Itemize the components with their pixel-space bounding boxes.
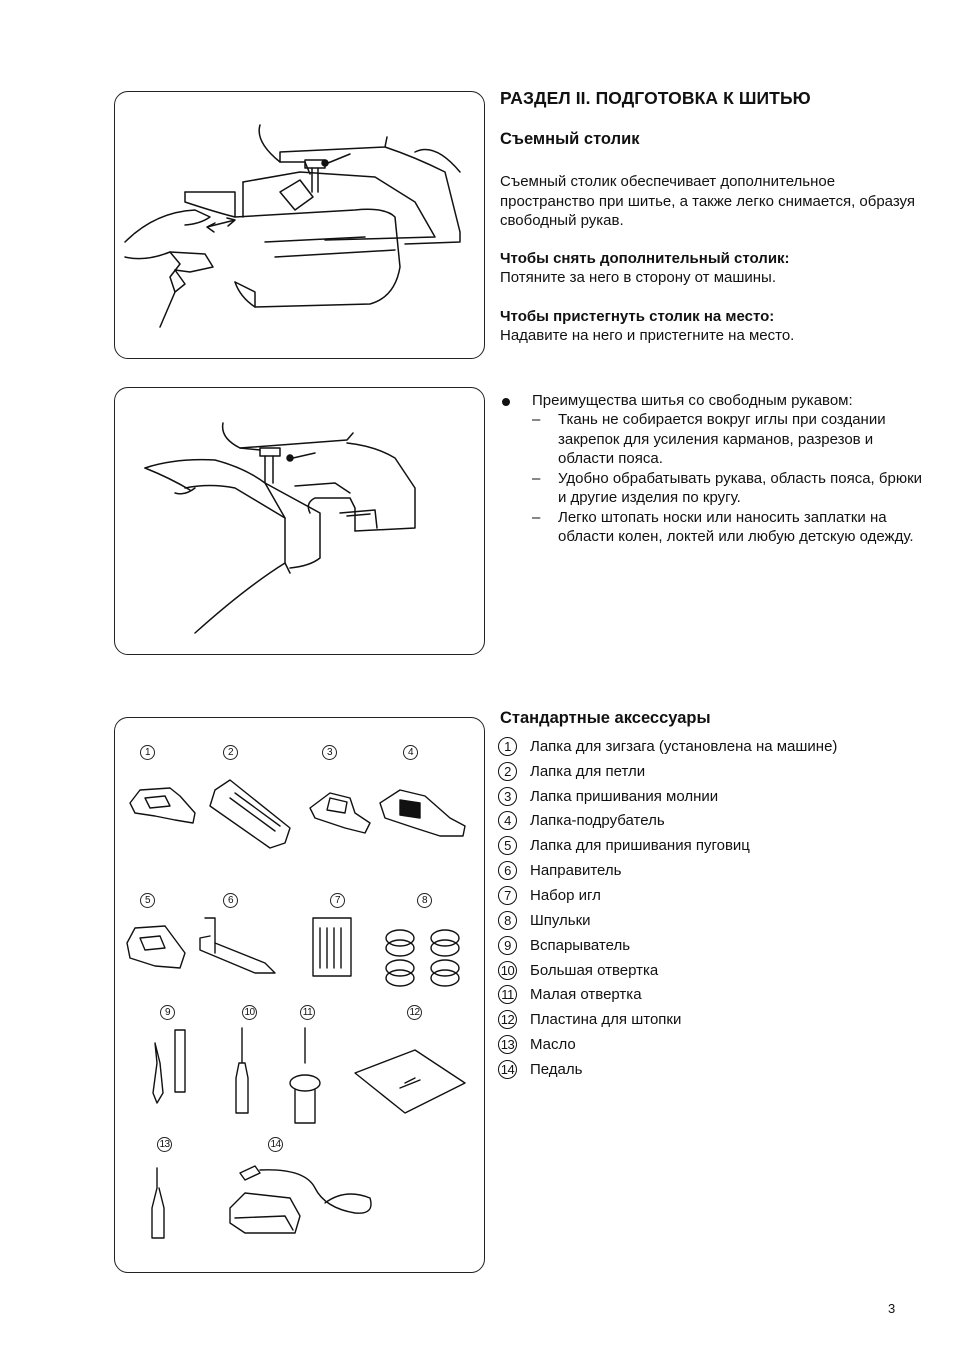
page-number: 3: [888, 1301, 896, 1316]
accessories-list: [498, 734, 837, 1082]
item-label: Набор игл: [530, 886, 601, 904]
item-number: 4: [498, 811, 517, 830]
item-number: 12: [498, 1010, 517, 1029]
list-item: [498, 833, 837, 858]
item-number: 1: [498, 737, 517, 756]
list-item: [498, 1032, 837, 1057]
item-label: Шпульки: [530, 911, 591, 929]
item-marker-7: 7: [330, 893, 345, 908]
item-marker-4: 4: [403, 745, 418, 760]
list-item: [498, 908, 837, 933]
item-number: 5: [498, 836, 517, 855]
item-marker-1: 1: [140, 745, 155, 760]
item-number: 9: [498, 936, 517, 955]
list-item: [498, 759, 837, 784]
illustration-free-arm: [114, 387, 485, 655]
item-label: Вспарыватель: [530, 936, 631, 954]
bullet-icon: [502, 398, 510, 406]
item-marker-6: 6: [223, 893, 238, 908]
section-title: РАЗДЕЛ II. ПОДГОТОВКА К ШИТЬЮ: [500, 88, 811, 108]
list-item: [498, 1057, 837, 1082]
attach-table-text: Надавите на него и пристегните на место.: [500, 327, 795, 344]
list-item: [498, 809, 837, 834]
removable-table-intro: Съемный столик обеспечивает дополнительное пространство при шитье, а также легко снимается, образуя свободный рукав.: [500, 173, 916, 229]
item-label: Лапка пришивания молнии: [530, 787, 719, 805]
item-number: 2: [498, 762, 517, 781]
item-label: Лапка-подрубатель: [530, 812, 665, 830]
item-number: 13: [498, 1035, 517, 1054]
item-marker-12: 12: [407, 1005, 422, 1020]
removable-table-heading: Съемный столик: [500, 130, 640, 148]
item-label: Направитель: [530, 862, 622, 880]
remove-table-text: Потяните за него в сторону от машины.: [500, 269, 776, 286]
illustration-remove-table: [114, 91, 485, 359]
item-marker-14: 14: [268, 1137, 283, 1152]
item-number: 3: [498, 787, 517, 806]
remove-table-title: Чтобы снять дополнительный столик:: [500, 250, 790, 267]
item-label: Лапка для петли: [530, 762, 646, 780]
item-number: 10: [498, 961, 517, 980]
item-label: Малая отвертка: [530, 986, 642, 1004]
list-item: [498, 958, 837, 983]
item-marker-10: 10: [242, 1005, 257, 1020]
item-marker-8: 8: [417, 893, 432, 908]
list-item: [498, 858, 837, 883]
illustration-accessories: [114, 717, 485, 1273]
item-number: 14: [498, 1060, 517, 1079]
item-marker-11: 11: [300, 1005, 315, 1020]
item-label: Педаль: [530, 1060, 583, 1078]
list-item: [498, 933, 837, 958]
list-item: [498, 784, 837, 809]
list-item: – Удобно обрабатывать рукава, область пояса, брюки и другие изделия по кругу.: [532, 469, 932, 508]
free-arm-list: [532, 410, 932, 547]
list-item: – Ткань не собирается вокруг иглы при создании закрепок для усиления карманов, разрезов и области пояса.: [532, 410, 932, 469]
item-number: 6: [498, 861, 517, 880]
list-item: [498, 883, 837, 908]
item-label: Пластина для штопки: [530, 1011, 682, 1029]
free-arm-title: Преимущества шитья со свободным рукавом:: [532, 392, 853, 409]
item-label: Масло: [530, 1036, 576, 1054]
item-number: 8: [498, 911, 517, 930]
item-marker-2: 2: [223, 745, 238, 760]
item-marker-5: 5: [140, 893, 155, 908]
attach-table-title: Чтобы пристегнуть столик на место:: [500, 308, 775, 325]
list-item: [498, 734, 837, 759]
item-marker-13: 13: [157, 1137, 172, 1152]
item-number: 7: [498, 886, 517, 905]
item-number: 11: [498, 985, 517, 1004]
list-item: [498, 1007, 837, 1032]
item-label: Лапка для пришивания пуговиц: [530, 837, 750, 855]
list-item: – Легко штопать носки или наносить заплатки на области колен, локтей или любую детскую одежду.: [532, 508, 932, 547]
item-marker-3: 3: [322, 745, 337, 760]
item-label: Лапка для зигзага (установлена на машине): [530, 737, 838, 755]
item-label: Большая отвертка: [530, 961, 659, 979]
list-item: [498, 982, 837, 1007]
item-marker-9: 9: [160, 1005, 175, 1020]
accessories-heading: Стандартные аксессуары: [500, 709, 711, 727]
